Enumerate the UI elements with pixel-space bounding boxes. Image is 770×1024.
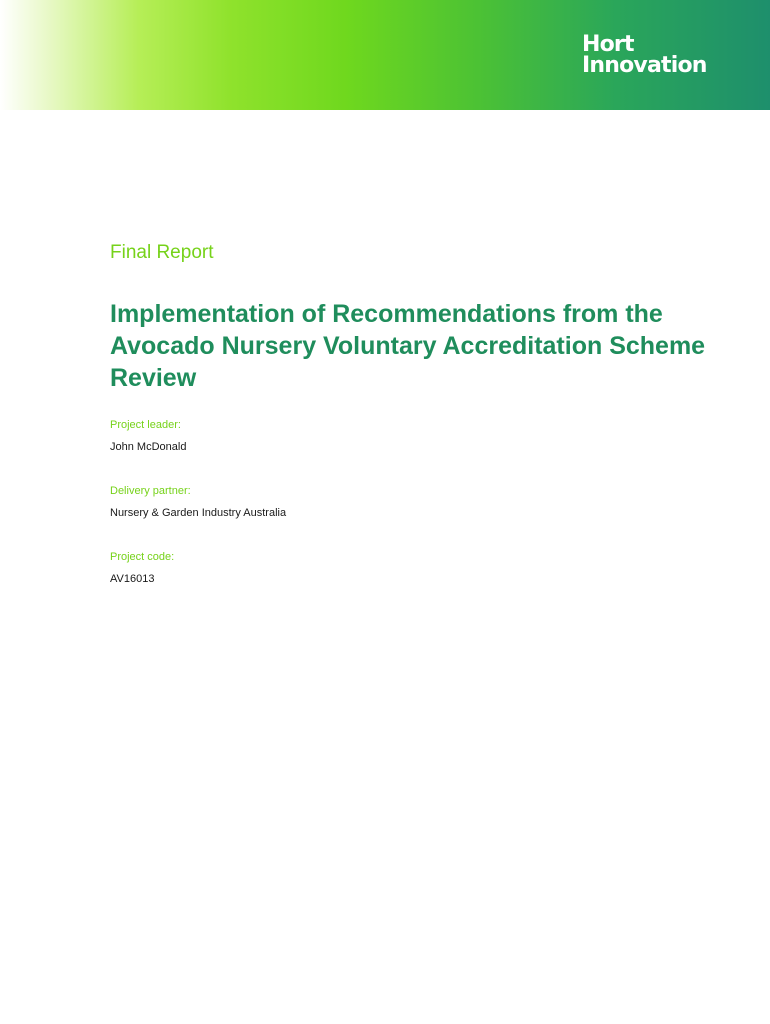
delivery-partner-section [110, 484, 720, 520]
delivery-partner-label: Delivery partner: [110, 485, 191, 497]
header-banner [0, 0, 770, 110]
project-leader-value: John McDonald [110, 441, 187, 453]
report-type-heading: Final Report [110, 242, 214, 263]
project-code-label: Project code: [110, 551, 175, 563]
report-cover-content [110, 240, 720, 616]
logo-line-2: Innovation [582, 53, 707, 78]
logo-line-1: Hort [582, 32, 634, 57]
delivery-partner-value: Nursery & Garden Industry Australia [110, 507, 287, 519]
hort-innovation-logo [582, 34, 707, 76]
project-code-section [110, 550, 720, 586]
report-title: Implementation of Recommendations from the Avocado Nursery Voluntary Accreditation Scheme Review [110, 300, 706, 392]
project-code-value: AV16013 [110, 573, 155, 585]
project-leader-section [110, 418, 720, 454]
project-leader-label: Project leader: [110, 419, 181, 431]
